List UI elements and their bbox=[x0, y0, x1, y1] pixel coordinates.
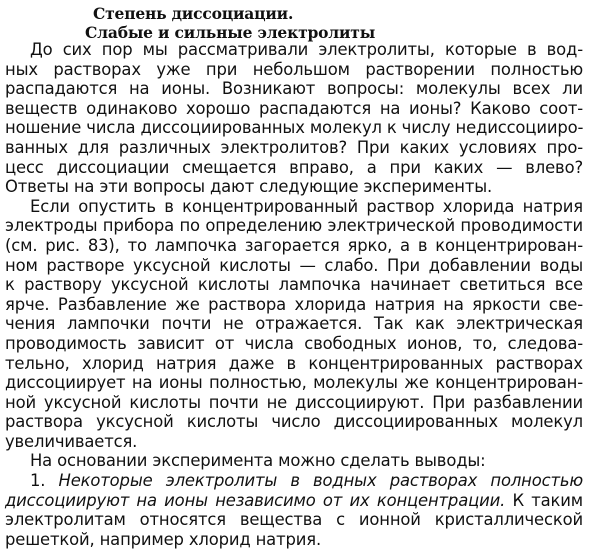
text-line: тельно, хлорид натрия даже в концентрированных растворах bbox=[5, 353, 583, 373]
text-line: цесс диссоциации смещается вправо, а при каких — влево? bbox=[5, 157, 583, 177]
text-line: ной уксусной кислоты почти не диссоциируют. При разбавлении bbox=[5, 392, 583, 412]
conclusion-emphasis: диссоциируют на ионы независимо от их концентрации. bbox=[5, 490, 506, 510]
text-line: проводимость зависит от числа свободных ионов, то, следова- bbox=[5, 333, 583, 353]
section-heading bbox=[85, 4, 375, 42]
text-line: Ответы на эти вопросы дают следующие эксперименты. bbox=[5, 177, 493, 197]
body-text bbox=[5, 40, 583, 549]
text-line bbox=[5, 471, 583, 491]
conclusion-emphasis: Некоторые электролиты в водных растворах полностью bbox=[58, 471, 584, 491]
text-line: диссоциирует на ионы полностью, молекулы же концентрирован- bbox=[5, 373, 583, 393]
text-line: (см. рис. 83), то лампочка загорается ярко, а в концентрирован- bbox=[5, 235, 583, 255]
text-line: раствора уксусной кислоты число диссоциированных молекул bbox=[5, 412, 583, 432]
paragraph-intro bbox=[5, 40, 583, 197]
text-line: ванных для различных электролитов? При каких условиях про- bbox=[5, 137, 583, 157]
conclusion-item-1 bbox=[5, 471, 583, 549]
text-line: До сих пор мы рассматривали электролиты, которые в вод- bbox=[30, 40, 583, 59]
heading-line-1: Степень диссоциации. bbox=[93, 4, 294, 23]
text-line: ярче. Разбавление же раствора хлорида натрия на яркости све- bbox=[5, 294, 583, 314]
paragraph-experiment bbox=[5, 197, 583, 452]
text-line: веществ одинаково хорошо распадаются на ионы? Каково соот- bbox=[5, 98, 583, 118]
text-line: ных растворах уже при небольшом растворении полностью bbox=[5, 59, 583, 79]
text-line: увеличивается. bbox=[5, 431, 138, 451]
text-line: электролитам относятся вещества с ионной кристаллической bbox=[5, 510, 583, 530]
conclusion-text: К таким bbox=[512, 490, 583, 510]
text-line: чения лампочки почти не отражается. Так как электрическая bbox=[5, 314, 583, 334]
text-line: На основании эксперимента можно сделать выводы: bbox=[30, 451, 486, 471]
text-line bbox=[5, 491, 583, 511]
conclusion-number: 1. bbox=[30, 471, 46, 491]
text-line: к раствору уксусной кислоты лампочка начинает светиться все bbox=[5, 275, 583, 295]
text-line: электроды прибора по определению электрической проводимости bbox=[5, 216, 583, 236]
text-line: решеткой, например хлорид натрия. bbox=[5, 529, 322, 549]
heading-line-2: Слабые и сильные электролиты bbox=[85, 23, 376, 42]
text-line: ношение числа диссоциированных молекул к числу недиссоцииро- bbox=[5, 118, 584, 138]
text-line: ном растворе уксусной кислоты — слабо. При добавлении воды bbox=[5, 255, 583, 275]
text-line: Если опустить в концентрированный раствор хлорида натрия bbox=[30, 196, 583, 216]
paragraph-conclusions-intro bbox=[5, 451, 583, 471]
text-line: распадаются на ионы. Возникают вопросы: молекулы всех ли bbox=[5, 79, 583, 99]
